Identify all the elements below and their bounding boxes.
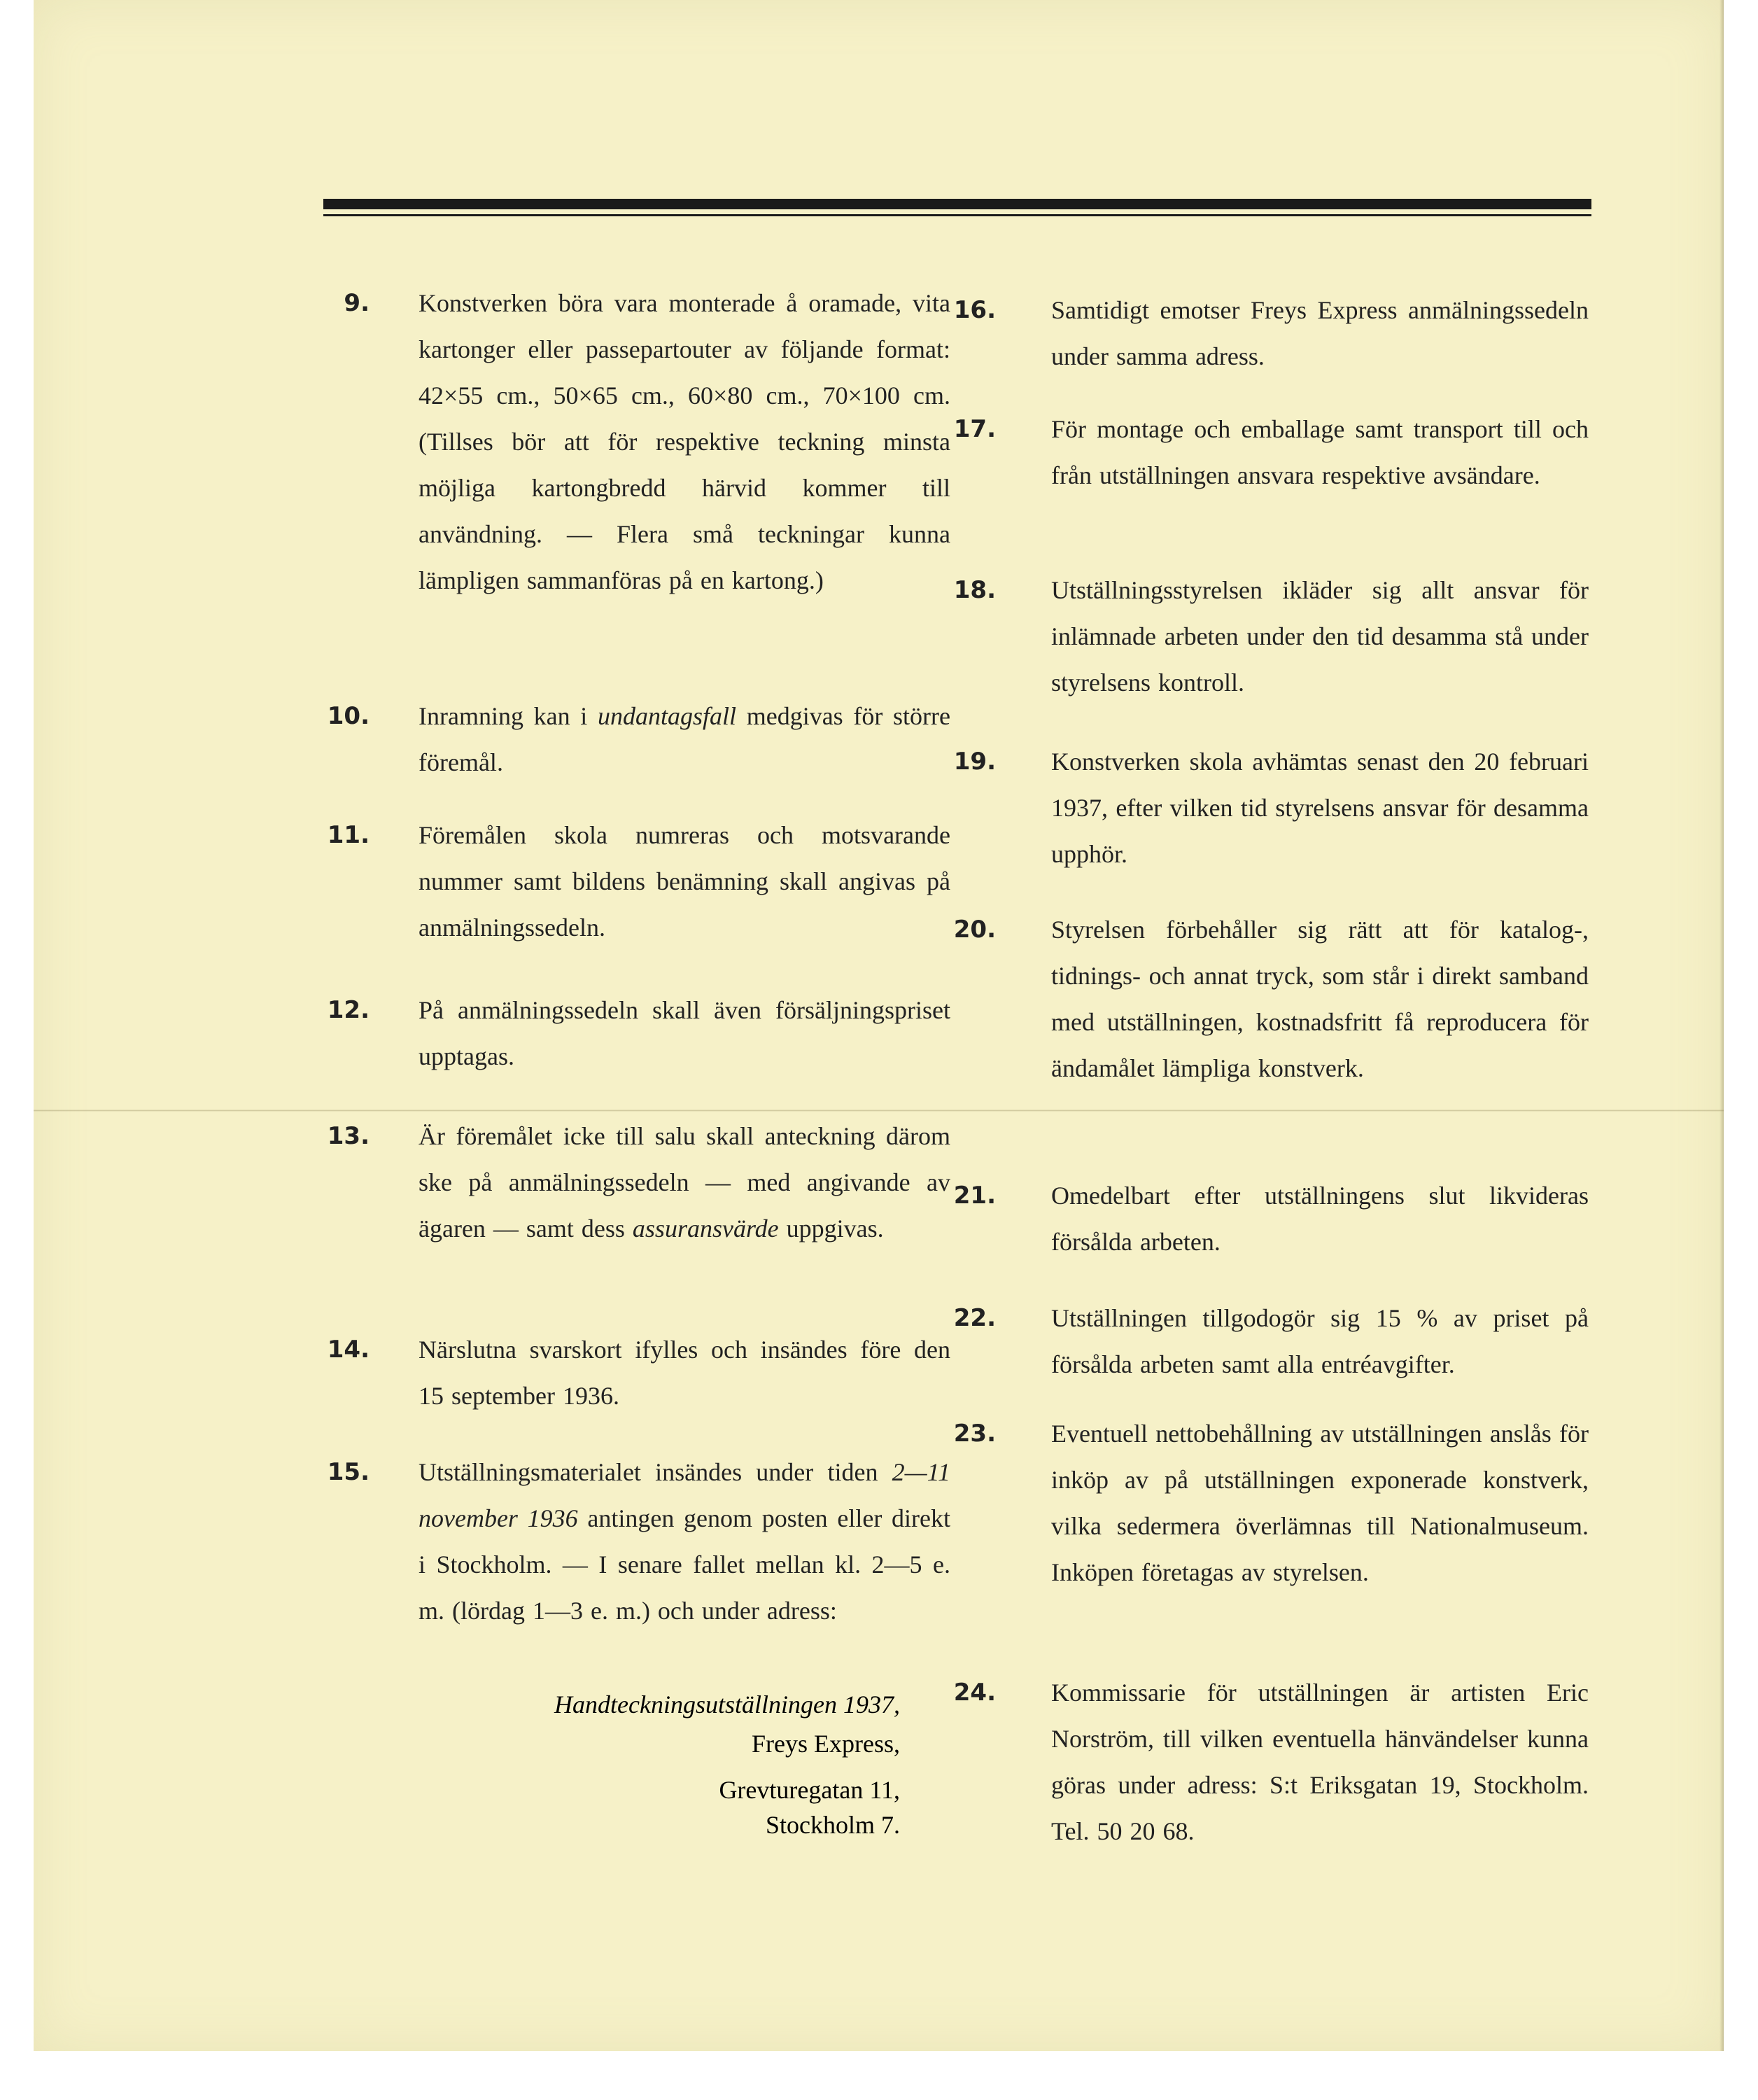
item-text-emphasis: assuransvärde	[632, 1214, 779, 1242]
item-text	[1051, 1172, 1589, 1265]
item-text	[1051, 1670, 1589, 1854]
item-text-run: Utställningsmaterialet insändes under tiden	[419, 1458, 892, 1486]
item-number: 18.	[953, 576, 996, 604]
item-number: 14.	[327, 1336, 370, 1364]
item-number: 23.	[953, 1420, 996, 1448]
item-text-run: På anmälningssedeln skall även försäljningspriset upptagas.	[419, 996, 950, 1070]
item-number: 19.	[953, 748, 996, 776]
item-text-run: uppgivas.	[778, 1214, 884, 1242]
item-text	[419, 1113, 950, 1252]
item-text	[1051, 406, 1589, 498]
address-line-3: Grevturegatan 11,	[719, 1776, 900, 1804]
item-text-run: Är föremålet icke till salu skall anteckning därom ske på anmälningssedeln — med angivande av ägaren — samt dess	[419, 1122, 950, 1242]
item-text-run: Styrelsen förbehåller sig rätt att för katalog-, tidnings- och annat tryck, som står i direkt samband med utställningen, kostnadsfritt få reproducera för ändamålet lämpliga konstverk.	[1051, 916, 1589, 1082]
item-text	[1051, 1295, 1589, 1387]
item-number: 15.	[327, 1458, 370, 1486]
item-number: 13.	[327, 1122, 370, 1150]
header-rule-thin	[323, 214, 1591, 216]
item-number: 20.	[953, 916, 996, 944]
item-text-run: Konstverken böra vara monterade å oramade, vita kartonger eller passepartouter av följande format: 42×55 cm., 50×65 cm., 60×80 cm., 70×100 cm. (Tillses bör att för respektive teckning minsta möjliga kartongbredd härvid kommer till användning. — Flera små teckningar kunna lämpligen sammanföras på en kartong.)	[419, 289, 950, 594]
paper-edge	[1720, 0, 1724, 2051]
item-text-run: medgivas för större föremål.	[419, 702, 950, 776]
item-text	[1051, 1410, 1589, 1595]
item-number: 22.	[953, 1304, 996, 1332]
item-number: 21.	[953, 1182, 996, 1210]
item-text-run: Samtidigt emotser Freys Express anmälningssedeln under samma adress.	[1051, 296, 1589, 370]
address-line-4: Stockholm 7.	[765, 1811, 900, 1839]
item-number: 16.	[953, 296, 996, 324]
item-text	[419, 1449, 950, 1634]
item-text	[419, 1326, 950, 1419]
item-number: 12.	[327, 996, 370, 1024]
item-text-emphasis: 2—11 november 1936	[419, 1458, 950, 1532]
item-number: 10.	[327, 702, 370, 730]
item-text-run: Omedelbart efter utställningens slut likvideras försålda arbeten.	[1051, 1182, 1589, 1256]
item-text-run: antingen genom posten eller direkt i Stockholm. — I senare fallet mellan kl. 2—5 e. m. (lördag 1—3 e. m.) och under adress:	[419, 1504, 950, 1625]
item-text-run: Konstverken skola avhämtas senast den 20 februari 1937, efter vilken tid styrelsens ansvar för desamma upphör.	[1051, 748, 1589, 868]
item-number: 17.	[953, 415, 996, 443]
item-text-run: Inramning kan i	[419, 702, 598, 730]
header-rule-thick	[323, 199, 1591, 209]
item-text	[419, 987, 950, 1079]
item-number: 9.	[344, 289, 370, 317]
item-text-run: För montage och emballage samt transport till och från utställningen ansvara respektive avsändare.	[1051, 415, 1589, 489]
item-text-run: Utställningsstyrelsen ikläder sig allt ansvar för inlämnade arbeten under den tid desamma stå under styrelsens kontroll.	[1051, 576, 1589, 696]
address-line-2: Freys Express,	[752, 1730, 900, 1758]
delivery-address	[392, 1687, 900, 1842]
item-text-run: Utställningen tillgodogör sig 15 % av priset på försålda arbeten samt alla entréavgifter.	[1051, 1304, 1589, 1378]
item-text	[1051, 906, 1589, 1091]
item-text-run: Föremålen skola numreras och motsvarande nummer samt bildens benämning skall angivas på anmälningssedeln.	[419, 821, 950, 941]
item-number: 24.	[953, 1679, 996, 1707]
item-text-run: Närslutna svarskort ifylles och insändes före den 15 september 1936.	[419, 1336, 950, 1410]
item-text-emphasis: undantagsfall	[598, 702, 737, 730]
item-text	[419, 812, 950, 951]
fold-crease	[34, 1110, 1724, 1112]
item-text	[1051, 738, 1589, 877]
item-text	[419, 280, 950, 603]
item-text	[1051, 567, 1589, 706]
item-text	[1051, 287, 1589, 379]
item-text-run: Eventuell nettobehållning av utställningen anslås för inköp av på utställningen exponerade konstverk, vilka sedermera överlämnas till Nationalmuseum. Inköpen företagas av styrelsen.	[1051, 1420, 1589, 1586]
item-text-run: Kommissarie för utställningen är artisten Eric Norström, till vilken eventuella hänvändelser kunna göras under adress: S:t Eriksgatan 19, Stockholm. Tel. 50 20 68.	[1051, 1679, 1589, 1845]
item-text	[419, 693, 950, 785]
item-number: 11.	[327, 821, 370, 849]
address-line-1: Handteckningsutställningen 1937,	[554, 1690, 900, 1718]
